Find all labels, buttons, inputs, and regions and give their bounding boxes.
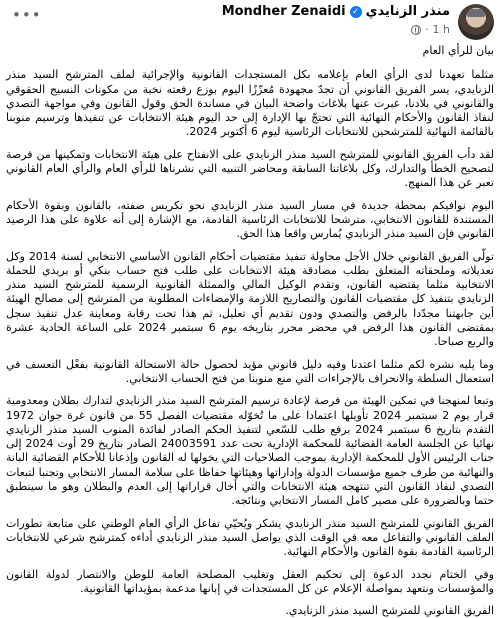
- signature: الفريق القانوني للمترشح السيد منذر الزنايدي.: [285, 604, 494, 618]
- author-name-latin[interactable]: Mondher Zenaidi: [221, 4, 346, 19]
- paragraph: لقد دأب الفريق القانوني للمترشح السيد منذر الزنايدي على الانفتاح على هيئة الانتخابات وتمكينها من فرصة لتصحيح الخطأ والتدارك، وكل بلاغاتنا السابقة ومحاضر التنبيه التي نشرناها للرأي العام والرأي العام القانوني تعبر عن هذا المنهج.: [6, 147, 494, 190]
- paragraph: وما يليه نشره لكم مثلما اعتدنا وفيه دليل قانوني مؤيد لحصول حالة الاستحالة القانونية بفعْل التعسف في استعمال السلطة والانحراف بالإجراءات التي منع منوبنا من فتح الحساب الانتخابي.: [6, 357, 494, 385]
- verified-badge-icon: ✓: [350, 6, 362, 18]
- paragraph: وتبعا لمنهجنا في تمكين الهيئة من فرصة لإعادة ترسيم المترشح السيد منذر الزنايدي لتدارك بطلان ومعدومية قرار يوم 2 سبتمبر 2024 تأويلها اعتمادا على ما تُخوّله مقتضيات الفصل 55 من قانون غرة جوان 1972 التقدم بتاريخ 6 سبتمبر 2024 برفع طلب للسّعي لتنفيذ الحكم الصادر لفائدة المنوب السيد منذر الزنايدي نهائيا عن الجلسة العامة القضائية للمحكمة الإدارية تحت عدد 24003591 الصادر بتاريخ 29 أوت 2024 إلى جناب الرئيس الأول للمحكمة الإدارية بموجب الصلاحيات التي يخولها له القانون وإذعانا للأحكام القضائية البانة والنهائية من طرف جميع مؤسسات الدولة وإداراتها وهيئاتها حفاظا على سلامة المسار الانتخابي وتجنبا لتبعات التصدي لنفاذ القانون التي تنتهجه هيئة الانتخابات والتي أخال قراراتها إلى العدم والبطلان وهو ما سينطبق حتما وبالضرورة على مصير كامل المسار الانتخابي ونتائجه.: [6, 394, 495, 508]
- author-line: [222, 4, 450, 19]
- post-title: بيان للرأي العام: [422, 44, 494, 57]
- paragraph: اليوم نوافيكم بمحطة جديدة في مسار السيد منذر الزنايدي نحو تكريس صفته، بالقانون وبقوة الأحكام المستندة للقانون الانتخابي، مترشحا للانتخابات الرئاسية القادمة، مع الإشارة إلى أنه علاوة على هذا الرصيد القانوني فإن السيد منذر الزنايدي يُمارس واقعا هذا الحق.: [6, 198, 494, 241]
- paragraph: تولّى الفريق القانوني خلال الأجل محاولة تنفيذ مقتضيات أحكام القانون الأساسي الانتخابي لسنة 2014 وكل تعديلاته وملحقاته المتعلق بطلب مصادقة هيئة الانتخابات على طلب فتح حساب بنكي أو بريدي للحملة الانتخابية مثلما يقتضيه القانون، وتقدم الوكيل المالي والممثلة القانونية الرسمية للمترشح السيد منذر الزنايدي بتنفيذ كل مقتضيات القانون والتصاريح اللازمة والإمضاءات المطلوبة من المترشح إلى مصالح الهيئة أين جابهتنا مجدّدا بالرفض والتصدي ودون تقديم أي تعليل، ثم هذا تحت رقابة ومعاينة عدل تنفيذ سجل بمقتضى القانون هذا الرفض في محضر محرر بتاريخه يوم 6 سبتمبر 2024 على الساعة الحادية عشرة والربع صباحا.: [6, 249, 494, 349]
- paragraph: الفريق القانوني للمترشح السيد منذر الزنايدي يشكر ويُحيّي تفاعل الرأي العام الوطني على متابعة تطورات الملف القانوني والتفاعل معه في الوقت الذي يواصل السيد منذر الزنايدي أداءه كمترشح شرعي للانتخابات الرئاسية القادمة بقوة القانون والأحكام النهائية.: [6, 516, 494, 559]
- post-header: [0, 0, 500, 44]
- paragraph: وفي الختام نجدد الدعوة إلى تحكيم العقل وتغليب المصلحة العامة للوطن والانتصار لدولة القانون والمؤسسات ونتعهد بمواصلة الإعلام عن كل المستجدات في إبانها مدعمة بمؤيداتها القانونية.: [6, 567, 494, 595]
- paragraph: مثلما تعهدنا لدى الرأي العام بإعلامه بكل المستجدات القانونية والإجرائية لملف المترشح السيد منذر الزنايدي، يسر الفريق القانوني أن تجدّ مجهودة مُعزّزًا اليوم بوزع رفعته نخبة من مكونات النسيج الحقوقي والقانوني في بلادنا، عبرت عنها بلاغات واضحة البيان في مساندة الحق وقول القانون وفي مواجهة التصدي لنفاذ القانون والأحكام النهائية التي تحتجّ بها الإدارة إلى حد اليوم هيئة الانتخابات عن تنفيذها وترسيم منوبنا بالقائمة النهائية للمترشحين للانتخابات الرئاسية ليوم 6 أكتوبر 2024.: [6, 68, 494, 139]
- ellipsis-icon[interactable]: •••: [12, 6, 42, 24]
- author-name-arabic[interactable]: منذر الزنايدي: [365, 4, 450, 19]
- post-body: [0, 44, 500, 618]
- globe-icon: [411, 25, 421, 35]
- post-time[interactable]: 1 h: [432, 23, 450, 36]
- post-meta: · 1 h: [411, 23, 450, 36]
- avatar[interactable]: [458, 4, 494, 40]
